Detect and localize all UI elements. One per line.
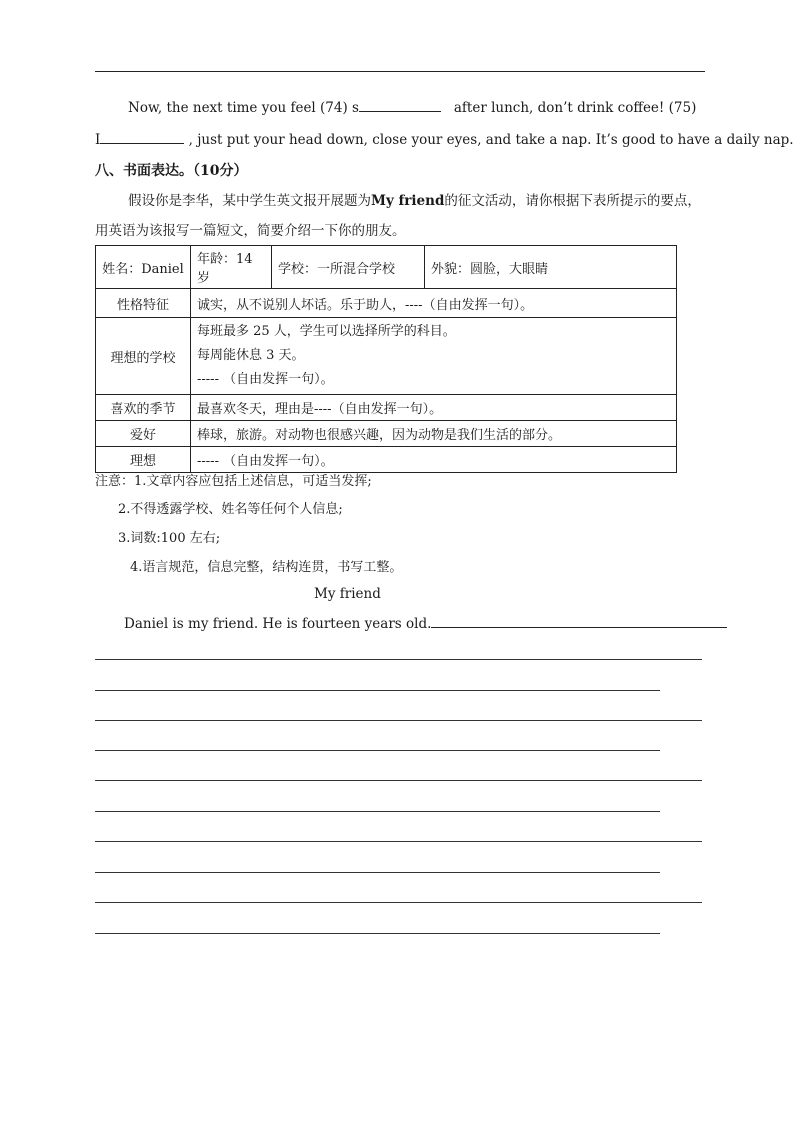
cell-label: 理想的学校 — [96, 318, 191, 395]
passage-line-2 — [95, 130, 794, 148]
instruction-text: 的征文活动，请你根据下表所提示的要点， — [444, 193, 701, 209]
blank-74[interactable] — [359, 98, 441, 112]
cell-label: 喜欢的季节 — [96, 395, 191, 421]
cell-line: ----- （自由发挥一句）。 — [197, 372, 334, 387]
writing-line[interactable] — [95, 720, 702, 721]
note-3: 3.词数:100 左右; — [118, 531, 221, 546]
cell-content: 棒球，旅游。对动物也很感兴趣，因为动物是我们生活的部分。 — [191, 421, 677, 447]
writing-line[interactable] — [95, 659, 702, 660]
table-row — [96, 246, 677, 289]
prompt-table — [95, 245, 677, 473]
writing-line[interactable] — [95, 872, 660, 873]
table-row — [96, 447, 677, 473]
writing-line[interactable] — [95, 750, 660, 751]
instruction-line-2: 用英语为该报写一篇短文，简要介绍一下你的朋友。 — [95, 223, 406, 239]
table-row — [96, 289, 677, 318]
topic-title: My friend — [371, 193, 445, 209]
table-row — [96, 318, 677, 395]
note-1: 注意：1.文章内容应包括上述信息，可适当发挥; — [95, 474, 372, 489]
writing-line[interactable] — [95, 690, 660, 691]
instruction-text: 假设你是李华，某中学生英文报开展题为 — [128, 193, 371, 209]
cell-label: 理想 — [96, 447, 191, 473]
cell-content: ----- （自由发挥一句）。 — [191, 447, 677, 473]
essay-opening-line — [124, 614, 727, 632]
passage-text: after lunch, don’t drink coffee! (75) — [453, 100, 697, 116]
writing-line[interactable] — [95, 841, 702, 842]
cell-school: 学校：一所混合学校 — [272, 246, 425, 289]
cell-name: 姓名：Daniel — [96, 246, 191, 289]
passage-text: , just put your head down, close your eyes, and take a nap. It’s good to have a daily nap. — [184, 132, 794, 148]
cell-label: 性格特征 — [96, 289, 191, 318]
cell-label: 爱好 — [96, 421, 191, 447]
table-row — [96, 421, 677, 447]
cell-content: 诚实，从不说别人坏话。乐于助人，----（自由发挥一句）。 — [191, 289, 677, 318]
table-row — [96, 395, 677, 421]
note-2: 2.不得透露学校、姓名等任何个人信息; — [118, 502, 343, 517]
header-rule — [95, 71, 705, 72]
cell-age: 年龄：14 岁 — [191, 246, 272, 289]
essay-title: My friend — [314, 586, 381, 602]
essay-opening-text: Daniel is my friend. He is fourteen years old. — [124, 616, 432, 632]
section-heading: 八、书面表达。（10分） — [95, 163, 248, 179]
cell-content — [191, 318, 677, 395]
passage-text: Now, the next time you feel (74) s — [128, 100, 359, 116]
passage-text: I — [95, 132, 101, 148]
note-4: 4.语言规范，信息完整，结构连贯，书写工整。 — [130, 560, 403, 575]
passage-line-1 — [128, 98, 696, 116]
cell-line: 每班最多 25 人，学生可以选择所学的科目。 — [197, 324, 456, 339]
blank-75[interactable] — [100, 130, 184, 144]
writing-blank[interactable] — [431, 614, 727, 628]
writing-line[interactable] — [95, 780, 702, 781]
cell-appearance: 外貌：圆脸，大眼睛 — [425, 246, 677, 289]
instruction-line-1 — [128, 189, 701, 209]
writing-line[interactable] — [95, 902, 702, 903]
cell-line: 每周能休息 3 天。 — [197, 348, 305, 363]
writing-line[interactable] — [95, 811, 660, 812]
cell-content: 最喜欢冬天，理由是----（自由发挥一句）。 — [191, 395, 677, 421]
writing-line[interactable] — [95, 933, 660, 934]
